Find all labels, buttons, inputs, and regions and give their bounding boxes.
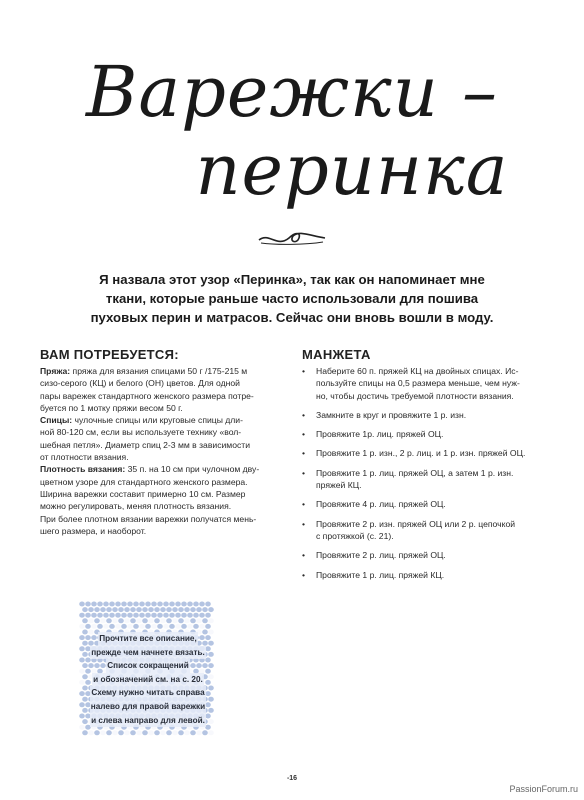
knit-stitch bbox=[178, 607, 184, 612]
knit-stitch bbox=[199, 613, 205, 618]
knit-stitch bbox=[202, 607, 208, 612]
knit-stitch bbox=[148, 607, 154, 612]
knit-stitch bbox=[193, 602, 199, 607]
cuff-step-line: пользуйте спицы на 0,5 размера меньше, чем нуж- bbox=[316, 378, 520, 389]
intro-line: Я назвала этот узор «Перинка», так как он напоминает мне bbox=[99, 272, 485, 287]
knit-stitch bbox=[106, 618, 112, 623]
knit-stitch bbox=[136, 607, 142, 612]
knit-stitch bbox=[196, 730, 202, 735]
knit-stitch bbox=[142, 730, 148, 735]
note-line: налево для правой варежки bbox=[90, 700, 206, 714]
gauge-paragraph bbox=[40, 463, 270, 537]
knit-stitch bbox=[175, 602, 181, 607]
knit-stitch bbox=[190, 618, 196, 623]
knit-stitch bbox=[124, 730, 130, 735]
knit-stitch bbox=[154, 730, 160, 735]
yarn-paragraph bbox=[40, 365, 270, 414]
knit-stitch bbox=[112, 607, 118, 612]
knit-stitch bbox=[115, 602, 121, 607]
materials-section bbox=[40, 365, 270, 537]
knit-stitch bbox=[169, 602, 175, 607]
note-line: прежде чем начнете вязать. bbox=[90, 646, 206, 660]
knit-stitch bbox=[112, 618, 118, 623]
cuff-step-line: Провяжите 1р. лиц. пряжей ОЦ. bbox=[316, 429, 444, 440]
knit-stitch bbox=[133, 624, 139, 629]
note-line: Список сокращений bbox=[106, 659, 190, 673]
knit-stitch bbox=[121, 624, 127, 629]
knit-stitch bbox=[151, 624, 157, 629]
knit-stitch bbox=[196, 607, 202, 612]
knit-stitch bbox=[100, 607, 106, 612]
knit-stitch bbox=[100, 618, 106, 623]
gauge-line: 35 п. на 10 см при чулочном дву- bbox=[125, 464, 260, 475]
knit-stitch bbox=[172, 607, 178, 612]
cuff-step-line: Провяжите 4 р. лиц. пряжей ОЦ. bbox=[316, 499, 446, 510]
knit-stitch bbox=[193, 624, 199, 629]
cuff-step bbox=[302, 409, 547, 421]
knit-stitch bbox=[79, 624, 85, 629]
cuff-step bbox=[302, 518, 547, 543]
cuff-step-line: Наберите 60 п. пряжей КЦ на двойных спицах. Ис- bbox=[316, 366, 519, 376]
knit-stitch bbox=[109, 624, 115, 629]
page-number: -16 bbox=[286, 775, 298, 782]
cuff-step-line: но, чтобы достичь требуемой плотности вязания. bbox=[316, 390, 514, 401]
knit-stitch bbox=[106, 607, 112, 612]
knit-stitch bbox=[118, 618, 124, 623]
knit-stitch bbox=[181, 602, 187, 607]
intro-paragraph bbox=[60, 270, 524, 327]
knit-stitch bbox=[190, 607, 196, 612]
knit-stitch bbox=[142, 607, 148, 612]
materials-heading: ВАМ ПОТРЕБУЕТСЯ: bbox=[40, 347, 179, 362]
knit-stitch bbox=[115, 624, 121, 629]
knit-stitch bbox=[88, 607, 94, 612]
knit-stitch bbox=[175, 624, 181, 629]
knit-stitch bbox=[151, 602, 157, 607]
yarn-line: пряжа для вязания спицами 50 г /175-215 м bbox=[70, 366, 248, 376]
cuff-step bbox=[302, 447, 547, 459]
intro-line: ткани, которые раньше часто использовали для пошива bbox=[105, 291, 479, 306]
knit-stitch bbox=[148, 618, 154, 623]
knit-stitch bbox=[187, 602, 193, 607]
cuff-step-line: с протяжкой (с. 21). bbox=[316, 530, 394, 541]
note-line: и слева направо для левой. bbox=[90, 714, 206, 728]
knit-stitch bbox=[136, 730, 142, 735]
knit-stitch bbox=[124, 618, 130, 623]
knit-stitch bbox=[199, 602, 205, 607]
knit-stitch bbox=[115, 613, 121, 618]
cuff-step-line: пряжей КЦ. bbox=[316, 480, 362, 491]
knit-stitch bbox=[91, 613, 97, 618]
knit-stitch bbox=[184, 730, 190, 735]
knit-stitch bbox=[172, 730, 178, 735]
knit-stitch bbox=[187, 624, 193, 629]
knit-stitch bbox=[166, 618, 172, 623]
knit-stitch bbox=[91, 624, 97, 629]
cuff-step-line: Замкните в круг и провяжите 1 р. изн. bbox=[316, 409, 467, 420]
knit-stitch bbox=[196, 618, 202, 623]
cuff-step-line: Провяжите 1 р. лиц. пряжей КЦ. bbox=[316, 569, 445, 580]
knit-stitch bbox=[148, 730, 154, 735]
knit-stitch bbox=[124, 607, 130, 612]
needles-paragraph bbox=[40, 414, 270, 463]
knit-stitch bbox=[163, 624, 169, 629]
watermark: PassionForum.ru bbox=[509, 784, 578, 794]
knit-stitch bbox=[121, 602, 127, 607]
knit-stitch bbox=[142, 618, 148, 623]
knit-stitch bbox=[205, 624, 211, 629]
needles-line: от плотности вязания. bbox=[40, 452, 129, 463]
knit-stitch bbox=[106, 730, 112, 735]
knit-stitch bbox=[118, 607, 124, 612]
knit-stitch bbox=[82, 730, 88, 735]
cuff-heading: МАНЖЕТА bbox=[302, 347, 371, 362]
knit-stitch bbox=[79, 602, 85, 607]
needles-line: чулочные спицы или круговые спицы дли- bbox=[72, 415, 243, 426]
flourish-ornament-icon bbox=[255, 226, 329, 250]
knit-stitch bbox=[130, 730, 136, 735]
note-line: и обозначений см. на с. 20. bbox=[92, 673, 204, 687]
gauge-line: Ширина варежки составит примерно 10 см. Размер bbox=[40, 488, 246, 499]
note-line: Прочтите все описание, bbox=[98, 632, 198, 646]
knit-stitch bbox=[157, 602, 163, 607]
knit-stitch bbox=[154, 607, 160, 612]
page-title-line1: Варежки – bbox=[85, 51, 499, 133]
knit-stitch bbox=[157, 624, 163, 629]
knit-stitch bbox=[205, 602, 211, 607]
needles-line: шебная петля». Диаметр спиц 2-3 мм в зависимости bbox=[40, 439, 251, 450]
knit-stitch bbox=[97, 624, 103, 629]
knit-stitch bbox=[109, 613, 115, 618]
knit-stitch bbox=[130, 607, 136, 612]
cuff-step-line: Провяжите 1 р. изн., 2 р. лиц. и 1 р. изн. пряжей ОЦ. bbox=[316, 448, 526, 459]
knit-stitch bbox=[187, 613, 193, 618]
knit-stitch bbox=[112, 730, 118, 735]
knit-stitch bbox=[127, 613, 133, 618]
yarn-line: пары варежек стандартного женского размера потре- bbox=[40, 390, 254, 401]
knit-stitch bbox=[208, 618, 214, 623]
knit-stitch bbox=[175, 613, 181, 618]
knit-stitch bbox=[181, 624, 187, 629]
knit-stitch bbox=[160, 618, 166, 623]
knit-stitch bbox=[88, 618, 94, 623]
gauge-line: При более плотном вязании варежки получатся мень- bbox=[40, 513, 257, 524]
cuff-step bbox=[302, 467, 547, 492]
cuff-step bbox=[302, 365, 547, 402]
cuff-step-line: Провяжите 1 р. лиц. пряжей ОЦ, а затем 1 р. изн. bbox=[316, 467, 514, 478]
knit-stitch bbox=[103, 624, 109, 629]
knit-stitch bbox=[172, 618, 178, 623]
knit-stitch bbox=[118, 730, 124, 735]
knit-stitch bbox=[154, 618, 160, 623]
knit-stitch bbox=[169, 624, 175, 629]
knit-stitch bbox=[208, 607, 214, 612]
knit-stitch bbox=[136, 618, 142, 623]
knit-stitch bbox=[100, 730, 106, 735]
yarn-line: буется по 1 мотку пряжи весом 50 г. bbox=[40, 402, 183, 413]
knit-stitch bbox=[127, 602, 133, 607]
knit-stitch bbox=[145, 613, 151, 618]
knit-stitch bbox=[145, 602, 151, 607]
knit-stitch bbox=[103, 602, 109, 607]
gauge-line: цветном узоре для стандартного женского размера. bbox=[40, 476, 248, 487]
knit-stitch bbox=[202, 730, 208, 735]
note-line: Схему нужно читать справа bbox=[90, 686, 205, 700]
knit-stitch bbox=[184, 607, 190, 612]
knit-stitch bbox=[103, 613, 109, 618]
knit-stitch bbox=[82, 607, 88, 612]
knit-stitch bbox=[178, 730, 184, 735]
knit-stitch bbox=[157, 613, 163, 618]
knit-stitch bbox=[190, 730, 196, 735]
knit-stitch bbox=[199, 624, 205, 629]
gauge-line: можно регулировать, меняя плотность вязания. bbox=[40, 501, 232, 512]
knit-stitch bbox=[130, 618, 136, 623]
knit-stitch bbox=[82, 618, 88, 623]
knit-stitch bbox=[109, 602, 115, 607]
yarn-label: Пряжа: bbox=[40, 366, 71, 376]
gauge-line: шего размера, и наоборот. bbox=[40, 525, 147, 536]
knit-stitch bbox=[151, 613, 157, 618]
cuff-steps-list bbox=[302, 365, 547, 588]
cuff-step bbox=[302, 569, 547, 581]
knit-stitch bbox=[163, 613, 169, 618]
gauge-label: Плотность вязания: bbox=[40, 464, 126, 475]
knit-stitch bbox=[97, 613, 103, 618]
cuff-step bbox=[302, 498, 547, 510]
knit-stitch bbox=[85, 613, 91, 618]
knit-stitch bbox=[85, 624, 91, 629]
knit-stitch bbox=[139, 602, 145, 607]
knit-stitch bbox=[163, 602, 169, 607]
knit-stitch bbox=[97, 602, 103, 607]
knit-stitch bbox=[160, 730, 166, 735]
reading-note bbox=[84, 632, 212, 727]
page-title-line2: перинка bbox=[195, 129, 509, 211]
knit-stitch bbox=[91, 602, 97, 607]
cuff-step bbox=[302, 428, 547, 440]
knit-stitch bbox=[160, 607, 166, 612]
knit-stitch bbox=[139, 613, 145, 618]
knit-stitch bbox=[94, 618, 100, 623]
knit-stitch bbox=[208, 730, 214, 735]
knit-stitch bbox=[121, 613, 127, 618]
intro-line: пуховых перин и матрасов. Сейчас они вновь вошли в моду. bbox=[90, 310, 494, 325]
cuff-step-line: Провяжите 2 р. изн. пряжей ОЦ или 2 р. цепочкой bbox=[316, 518, 516, 529]
knit-stitch bbox=[79, 613, 85, 618]
knit-stitch bbox=[85, 602, 91, 607]
knit-stitch bbox=[184, 618, 190, 623]
knit-stitch bbox=[166, 607, 172, 612]
knit-stitch bbox=[181, 613, 187, 618]
knit-stitch bbox=[145, 624, 151, 629]
knit-stitch bbox=[94, 730, 100, 735]
yarn-line: сизо-серого (КЦ) и белого (ОН) цветов. Для одной bbox=[40, 378, 240, 389]
cuff-step-line: Провяжите 2 р. лиц. пряжей ОЦ. bbox=[316, 550, 446, 561]
knit-stitch bbox=[133, 602, 139, 607]
needles-label: Спицы: bbox=[40, 415, 73, 426]
cuff-step bbox=[302, 549, 547, 561]
knit-stitch bbox=[127, 624, 133, 629]
knit-stitch bbox=[202, 618, 208, 623]
knit-stitch bbox=[88, 730, 94, 735]
knit-stitch bbox=[166, 730, 172, 735]
knit-stitch bbox=[205, 613, 211, 618]
knit-stitch bbox=[94, 607, 100, 612]
needles-line: ной 80-120 см, если вы используете технику «вол- bbox=[40, 427, 242, 438]
knit-stitch bbox=[133, 613, 139, 618]
knit-stitch bbox=[178, 618, 184, 623]
knit-stitch bbox=[169, 613, 175, 618]
knit-stitch bbox=[193, 613, 199, 618]
knit-stitch bbox=[139, 624, 145, 629]
